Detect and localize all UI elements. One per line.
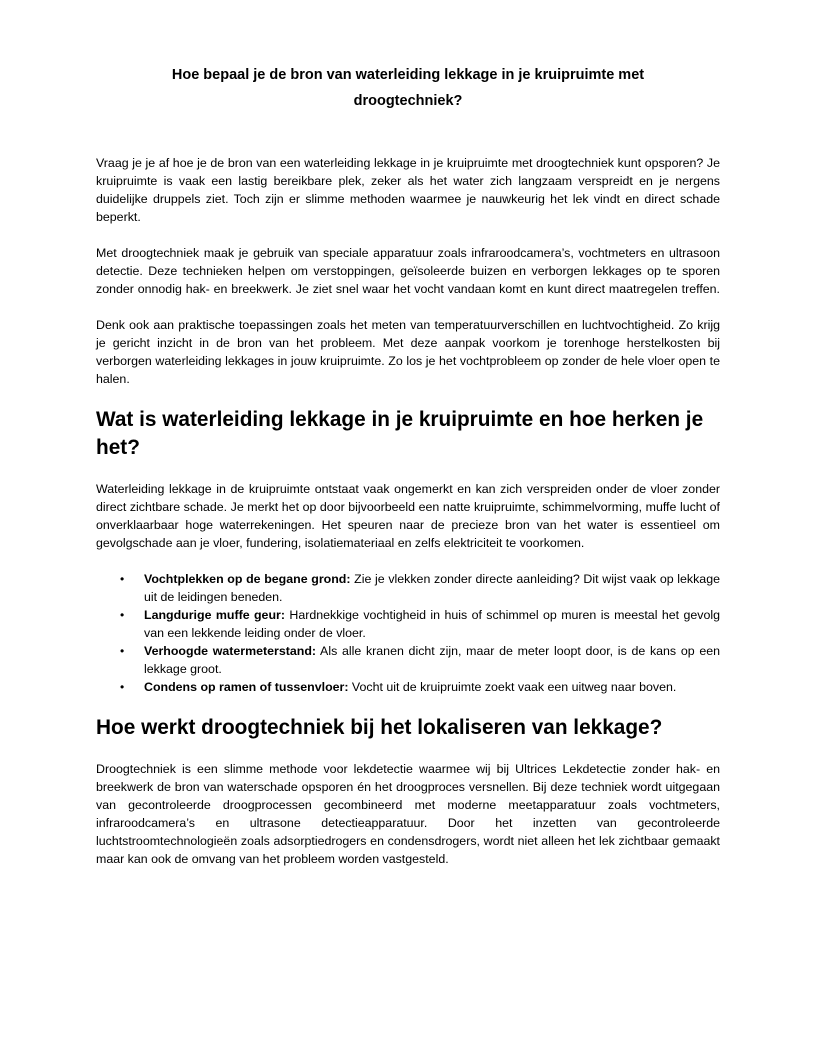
list-item-term: Langdurige muffe geur: — [144, 608, 285, 622]
list-item-text: Zie je vlekken zonder directe aanleiding? Dit wijst vaak op lekkage uit de leidingen beneden. — [144, 572, 720, 604]
list-item — [96, 570, 720, 606]
list-item — [96, 642, 720, 678]
list-item-text: Hardnekkige vochtigheid in huis of schimmel op muren is meestal het gevolg van een lekkende leiding onder de vloer. — [144, 608, 720, 640]
list-item-term: Condens op ramen of tussenvloer: — [144, 680, 349, 694]
list-item — [96, 606, 720, 642]
document-page — [96, 62, 720, 886]
bullet-icon: • — [120, 680, 125, 694]
section-2-heading: Hoe werkt droogtechniek bij het lokaliseren van lekkage? — [96, 716, 663, 739]
section-1-heading: Wat is waterleiding lekkage in je kruipruimte en hoe herken je het? — [96, 408, 704, 459]
bullet-icon: • — [120, 644, 125, 658]
list-item-term: Vochtplekken op de begane grond: — [144, 572, 351, 586]
intro-paragraph-1: Vraag je je af hoe je de bron van een waterleiding lekkage in je kruipruimte met droogtechniek kunt opsporen? Je kruipruimte is vaak een lastig bereikbare plek, zeker als het water zich langzaam verspreidt en je nergens duidelijke druppels ziet. Toch zijn er slimme methoden waarmee je nauwkeurig het lek vindt en direct schade beperkt. — [96, 156, 720, 224]
section-1-paragraph: Waterleiding lekkage in de kruipruimte ontstaat vaak ongemerkt en kan zich verspreiden onder de vloer zonder direct zichtbare schade. Je merkt het op door bijvoorbeeld een natte kruipruimte, schimmelvorming, muffe lucht of onverklaarbaar hoge waterrekeningen. Het speuren naar de precieze bron van het water is essentieel om gevolgschade aan je vloer, fundering, isolatiemateriaal en zelfs elektriciteit te voorkomen. — [96, 482, 720, 550]
intro-paragraph-3: Denk ook aan praktische toepassingen zoals het meten van temperatuurverschillen en luchtvochtigheid. Zo krijg je gericht inzicht in de bron van het probleem. Met deze aanpak voorkom je torenhoge herstelkosten bij verborgen waterleiding lekkages in jouw kruipruimte. Zo los je het vochtprobleem op zonder de hele vloer open te halen. — [96, 318, 720, 386]
document-title: Hoe bepaal je de bron van waterleiding lekkage in je kruipruimte met droogtechniek? — [171, 67, 645, 109]
list-item-text: Als alle kranen dicht zijn, maar de meter loopt door, is de kans op een lekkage groot. — [144, 644, 720, 676]
list-item — [96, 678, 720, 696]
intro-paragraph-2: Met droogtechniek maak je gebruik van speciale apparatuur zoals infraroodcamera’s, vochtmeters en ultrasoon detectie. Deze technieken helpen om verstoppingen, geïsoleerde buizen en verborgen lekkages op te sporen zonder onnodig hak- en breekwerk. Je ziet snel waar het vocht vandaan komt en kunt direct maatregelen treffen. — [96, 246, 720, 296]
section-2-paragraph: Droogtechniek is een slimme methode voor lekdetectie waarmee wij bij Ultrices Lekdetectie zonder hak- en breekwerk de bron van waterschade opsporen én het droogproces versnellen. Bij deze techniek wordt uitgegaan van gecontroleerde droogprocessen gecombineerd met moderne meetapparatuur zoals vochtmeters, infraroodcamera’s en ultrasone detectieapparatuur. Door het inzetten van gecontroleerde luchtstroomtechnologieën zoals adsorptiedrogers en condensdrogers, wordt niet alleen het lek zichtbaar gemaakt maar kan ook de omvang van het probleem worden vastgesteld. — [96, 762, 720, 866]
list-item-term: Verhoogde watermeterstand: — [144, 644, 317, 658]
list-item-text: Vocht uit de kruipruimte zoekt vaak een uitweg naar boven. — [348, 680, 677, 694]
signs-list — [96, 570, 720, 696]
bullet-icon: • — [120, 572, 125, 586]
bullet-icon: • — [120, 608, 125, 622]
